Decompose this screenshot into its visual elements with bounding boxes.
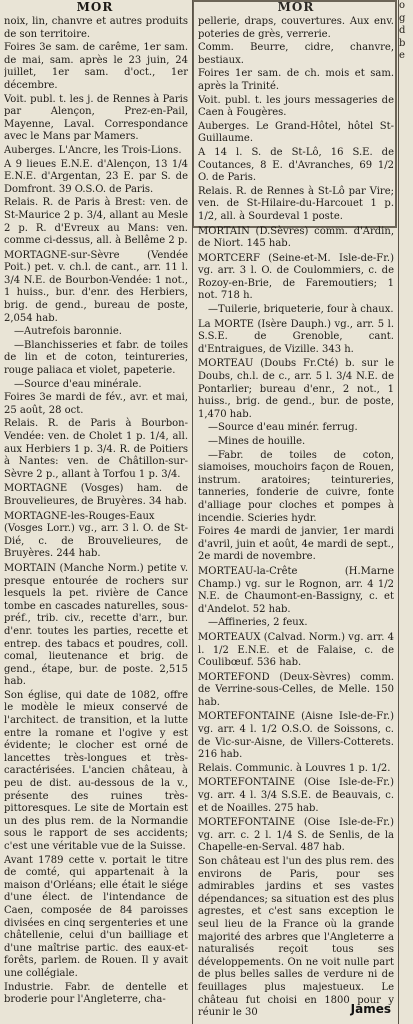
text-paragraph: —Blanchisseries et fabr. de toiles de lin et de coton, teintureries, rouge paliaca et violet, papeterie. bbox=[4, 339, 188, 377]
text-paragraph: Foires 4e mardi de janvier, 1er mardi d'avril, juin et août, 4e mardi de sept., 2e mardi de novembre. bbox=[198, 526, 394, 563]
text-paragraph: A 14 l. S. de St-Lô, 16 S.E. de Coutances, 8 E. d'Avranches, 69 1/2 O. de Paris. bbox=[198, 146, 394, 184]
entry-paragraph: MORTAGNE-les-Rouges-Eaux (Vosges Lorr.) vg., arr. 3 l. O. de St-Dié, c. de Brouvelieures, de Bruyères. 244 hab. bbox=[4, 510, 188, 560]
text-paragraph: Relais. R. de Paris à Brest: ven. de St-Maurice 2 p. 3/4, allant au Mesle 2 p. R. d'Evreux au Mans: ven. comme ci-dessus, all. à Bellême 2 p. bbox=[4, 197, 188, 247]
text-paragraph: —Affineries, 2 feux. bbox=[208, 617, 308, 629]
text-paragraph: Relais. R. de Paris à Bourbon-Vendée: ven. de Cholet 1 p. 1/4, all. aux Herbiers 1 p. 3/4. R. de Poitiers à Nantes: ven. de Châtillon-sur-Sèvre 2 p., allant à Torfou 1 p. 3/4. bbox=[4, 418, 188, 480]
entry-paragraph: MORTEAU (Doubs Fr.Cté) b. sur le Doubs, ch.l. de c., arr. 5 l. 3/4 N.E. de Pontarlier; bureau d'enr., 2 not., 1 huiss., brig. de gend., bur. de poste, 1,470 hab. bbox=[198, 358, 394, 420]
entry-paragraph: MORTAGNE-sur-Sèvre (Vendée Poit.) pet. v. ch.l. de cant., arr. 11 l. 3/4 N.E. de Bourbon-Vendée: 1 not., 1 huiss., bur. d'enr. des Herbiers, brig. de gend., bureau de poste, 2,054 hab. bbox=[4, 249, 188, 324]
text-paragraph: Son église, qui date de 1082, offre le modèle le mieux conservé de l'architect. de transition, et la lutte entre la romane et l'ogive y est évidente; le clocher est orné de lancettes très-longues et très-caractérisées. L'ancien château, à peu de dist. au-dessous de la v., présente des ruines très-pittoresques. Le site de Mortain est un des plus rem. de la Normandie sous le rapport de ses accidents; c'est une véritable vue de la Suisse. bbox=[4, 689, 188, 852]
text-paragraph: Foires 1er sam. de ch. mois et sam. après la Trinité. bbox=[198, 68, 394, 92]
next-column-edge: o g d b e bbox=[399, 0, 406, 62]
entry-paragraph: MORTEFONTAINE (Oise Isle-de-Fr.) vg. arr. 4 l. 3/4 S.S.E. de Beauvais, c. et de Noailles. 275 hab. bbox=[198, 777, 394, 814]
text-paragraph: Auberges. Le Grand-Hôtel, hôtel St-Guillaume. bbox=[198, 120, 394, 145]
text-paragraph: Son château est l'un des plus rem. des environs de Paris, pour ses admirables jardins et ses vastes dépendances; sa situation est des plus agrestes, et c'est sans exception le seul lieu de la France où la grande majorité des arbres que l'Angleterre a naturalisés reçoit tous ses développements. On ne voit nulle part de plus belles salles de verdure ni de feuillages plus majestueux. Le château fut choisi en 1800 pour y réunir le 30 bbox=[198, 856, 394, 1019]
text-paragraph: Relais. Communic. à Louvres 1 p. 1/2. bbox=[198, 762, 391, 774]
running-head-left: MOR bbox=[76, 0, 114, 14]
text-paragraph: Industrie. Fabr. de dentelle et broderie pour l'Angleterre, cha- bbox=[4, 981, 188, 1006]
entry-paragraph: La MORTE (Isère Dauph.) vg., arr. 5 l. S.S.E. de Grenoble, cant. d'Entraigues, de Vizille. 343 h. bbox=[198, 318, 394, 355]
text-paragraph: Comm. Beurre, cidre, chanvre, bestiaux. bbox=[198, 42, 394, 66]
text-paragraph: —Autrefois baronnie. bbox=[14, 326, 122, 338]
text-paragraph: pellerie, draps, couvertures. Aux env. poteries de grès, verrerie. bbox=[198, 16, 394, 40]
text-paragraph: —Tuilerie, briqueterie, four à chaux. bbox=[208, 304, 394, 316]
text-paragraph: Auberges. L'Ancre, les Trois-Lions. bbox=[4, 144, 182, 156]
text-paragraph: Avant 1789 cette v. portait le titre de comté, qui appartenait à la maison d'Orléans; elle était le siége d'une élect. de l'intendance de Caen, composée de 84 paroisses divisées en cinq sergenteries et une châtellenie, celui d'un bailliage et d'une maîtrise partic. des eaux-et-forêts, parlem. de Rouen. Il y avait une collégiale. bbox=[4, 854, 188, 979]
text-paragraph: Foires 3e mardi de fév., avr. et mai, 25 août, 28 oct. bbox=[4, 392, 188, 416]
running-head-right: MOR bbox=[277, 0, 315, 14]
entry-paragraph: MORTAIN (Manche Norm.) petite v. presque entourée de rochers sur lesquels la pet. rivière de Cance tombe en cascades naturelles, sous-préf., trib. civ., recette d'arr., bur. d'enr. toutes les parties, recette et entrep. des tabacs et poudres, coll. comal, lieutenance et brig. de gend., étape, bur. de poste. 2,515 hab. bbox=[4, 562, 188, 688]
entry-paragraph: MORTEFONTAINE (Aisne Isle-de-Fr.) vg. arr. 4 l. 1/2 O.S.O. de Soissons, c. de Vic-sur-Aisne, de Villers-Cotterets. 216 hab. bbox=[198, 711, 394, 761]
entry-paragraph: MORTAIN (D.Sèvres) comm. d'Ardin, de Niort. 145 hab. bbox=[198, 225, 394, 250]
entry-paragraph: MORTEFOND (Deux-Sèvres) comm. de Verrine-sous-Celles, de Melle. 150 hab. bbox=[198, 671, 394, 708]
text-paragraph: —Source d'eau minérale. bbox=[14, 378, 142, 390]
entry-paragraph: MORTCERF (Seine-et-M. Isle-de-Fr.) vg. arr. 3 l. O. de Coulommiers, c. de Rozoy-en-Brie, de Faremoutiers; 1 not. 718 h. bbox=[198, 252, 394, 302]
text-paragraph: —Mines de houille. bbox=[208, 436, 306, 447]
entry-paragraph: MORTEAUX (Calvad. Norm.) vg. arr. 4 l. 1/2 E.N.E. et de Falaise, c. de Coulibœuf. 536 hab. bbox=[198, 631, 394, 669]
text-paragraph: —Fabr. de toiles de coton, siamoises, mouchoirs façon de Rouen, instrum. aratoires; teintureries, tanneries, fonderie de cuivre, fonte d'alliage pour cloches et pompes à incendie. Scieries hydr. bbox=[198, 449, 394, 524]
entry-paragraph: MORTEAU-la-Crête (H.Marne Champ.) vg. sur le Rognon, arr. 4 1/2 N.E. de Chaumont-en-Bassigny, c. et d'Andelot. 52 hab. bbox=[198, 565, 394, 615]
left-column bbox=[4, 16, 188, 1024]
text-paragraph: —Source d'eau minér. ferrug. bbox=[208, 422, 358, 434]
text-paragraph: Foires 3e sam. de carême, 1er sam. de mai, sam. après le 23 juin, 24 juillet, 1er sam. d'oct., 1er décembre. bbox=[4, 42, 188, 91]
column-divider bbox=[192, 0, 193, 1024]
entry-paragraph: MORTEFONTAINE (Oise Isle-de-Fr.) vg. arr. c. 2 l. 1/4 S. de Senlis, de la Chapelle-en-Serval. 487 hab. bbox=[198, 817, 394, 854]
text-paragraph: Voit. publ. t. les jours messageries de Caen à Fougères. bbox=[198, 94, 394, 119]
signature: James bbox=[350, 1002, 391, 1016]
text-paragraph: noix, lin, chanvre et autres produits de son territoire. bbox=[4, 16, 188, 40]
text-paragraph: Relais. R. de Rennes à St-Lô par Vire; ven. de St-Hilaire-du-Harcouet 1 p. 1/2, all. à Sourdeval 1 poste. bbox=[198, 185, 394, 222]
right-column bbox=[198, 16, 394, 1024]
entry-paragraph: MORTAGNE (Vosges) ham. de Brouvelieures, de Bruyères. 34 hab. bbox=[4, 483, 188, 507]
text-paragraph: A 9 lieues E.N.E. d'Alençon, 13 1/4 E.N.E. d'Argentan, 23 E. par S. de Domfront. 39 O.S.O. de Paris. bbox=[4, 158, 188, 195]
text-paragraph: Voit. publ. t. les j. de Rennes à Paris par Alençon, Prez-en-Pail, Mayenne, Laval. Correspondance avec le Mans par Mamers. bbox=[4, 93, 188, 143]
